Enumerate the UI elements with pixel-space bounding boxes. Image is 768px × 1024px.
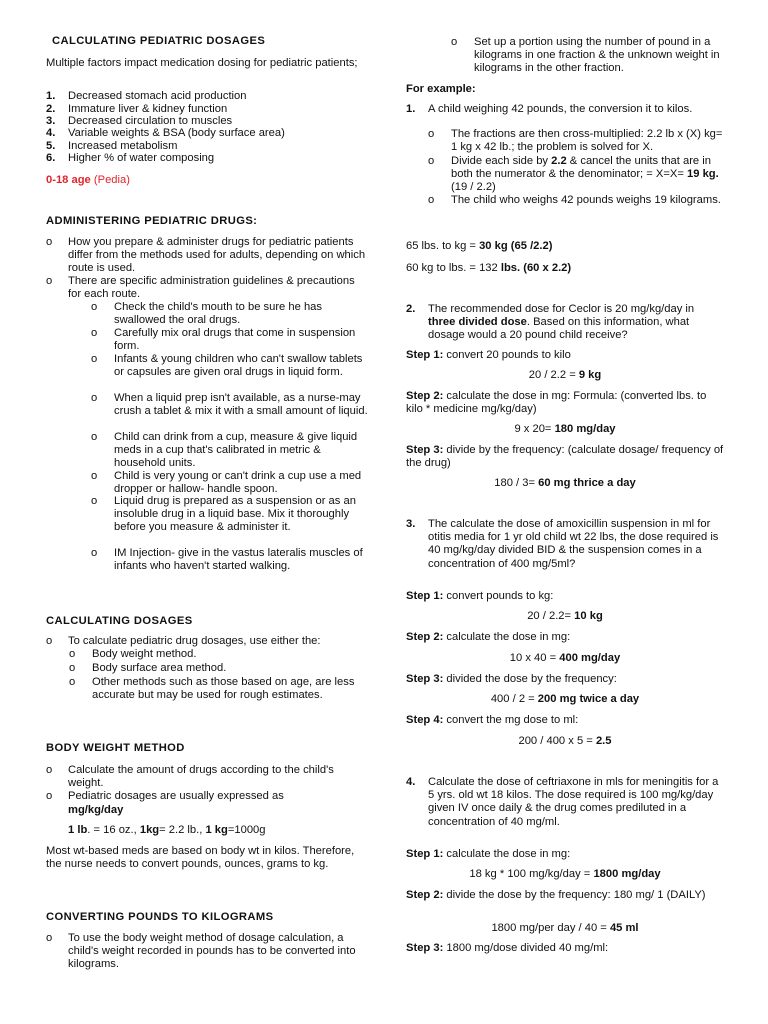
calc-line: 200 / 400 x 5 = 2.5 xyxy=(518,735,612,747)
step-line: Step 3: 1800 mg/dose divided 40 mg/ml: xyxy=(406,942,609,954)
calc-line: 18 kg * 100 mg/kg/day = 1800 mg/day xyxy=(469,868,661,880)
step-line: Step 2: calculate the dose in mg: Formula: (converted lbs. to kilo * medicine mg/kg/day) xyxy=(406,390,707,416)
heading-converting: CONVERTING POUNDS TO KILOGRAMS xyxy=(46,911,274,923)
paragraph: Most wt-based meds are based on body wt in kilos. Therefore, the nurse needs to convert pounds, ounces, grams to kg. xyxy=(46,845,355,871)
intro-text: Multiple factors impact medication dosing for pediatric patients; xyxy=(46,57,358,69)
step-line: Step 1: convert 20 pounds to kilo xyxy=(406,349,571,361)
step-line: Step 2: divide the dose by the frequency: 180 mg/ 1 (DAILY) xyxy=(406,889,706,901)
age-range: 0-18 age (Pedia) xyxy=(46,174,130,186)
conversion-example: 65 lbs. to kg = 30 kg (65 /2.2) xyxy=(406,240,553,252)
step-line: Step 1: calculate the dose in mg: xyxy=(406,848,571,860)
calc-line: 10 x 40 = 400 mg/day xyxy=(509,652,621,664)
step-line: Step 1: convert pounds to kg: xyxy=(406,590,554,602)
heading-calculating-dosages: CALCULATING DOSAGES xyxy=(46,615,193,627)
heading-body-weight: BODY WEIGHT METHOD xyxy=(46,742,185,754)
calc-line: 20 / 2.2= 10 kg xyxy=(527,610,603,622)
for-example-label: For example: xyxy=(406,83,476,95)
conversion-line: 1 lb. = 16 oz., 1kg= 2.2 lb., 1 kg=1000g xyxy=(68,824,266,836)
conversion-example: 60 kg to lbs. = 132 lbs. (60 x 2.2) xyxy=(406,262,572,274)
calc-line: 180 / 3= 60 mg thrice a day xyxy=(494,477,636,489)
calc-line: 20 / 2.2 = 9 kg xyxy=(528,369,602,381)
calc-line: 400 / 2 = 200 mg twice a day xyxy=(490,693,640,705)
step-line: Step 2: calculate the dose in mg: xyxy=(406,631,571,643)
step-line: Step 3: divided the dose by the frequency: xyxy=(406,673,617,685)
heading-administering: ADMINISTERING PEDIATRIC DRUGS: xyxy=(46,215,258,227)
calc-line: 1800 mg/per day / 40 = 45 ml xyxy=(491,922,639,934)
page-title: CALCULATING PEDIATRIC DOSAGES xyxy=(52,35,266,47)
step-line: Step 4: convert the mg dose to ml: xyxy=(406,714,579,726)
step-line: Step 3: divide by the frequency: (calculate dosage/ frequency of the drug) xyxy=(406,444,724,470)
unit-label: mg/kg/day xyxy=(68,804,124,816)
calc-line: 9 x 20= 180 mg/day xyxy=(514,423,616,435)
